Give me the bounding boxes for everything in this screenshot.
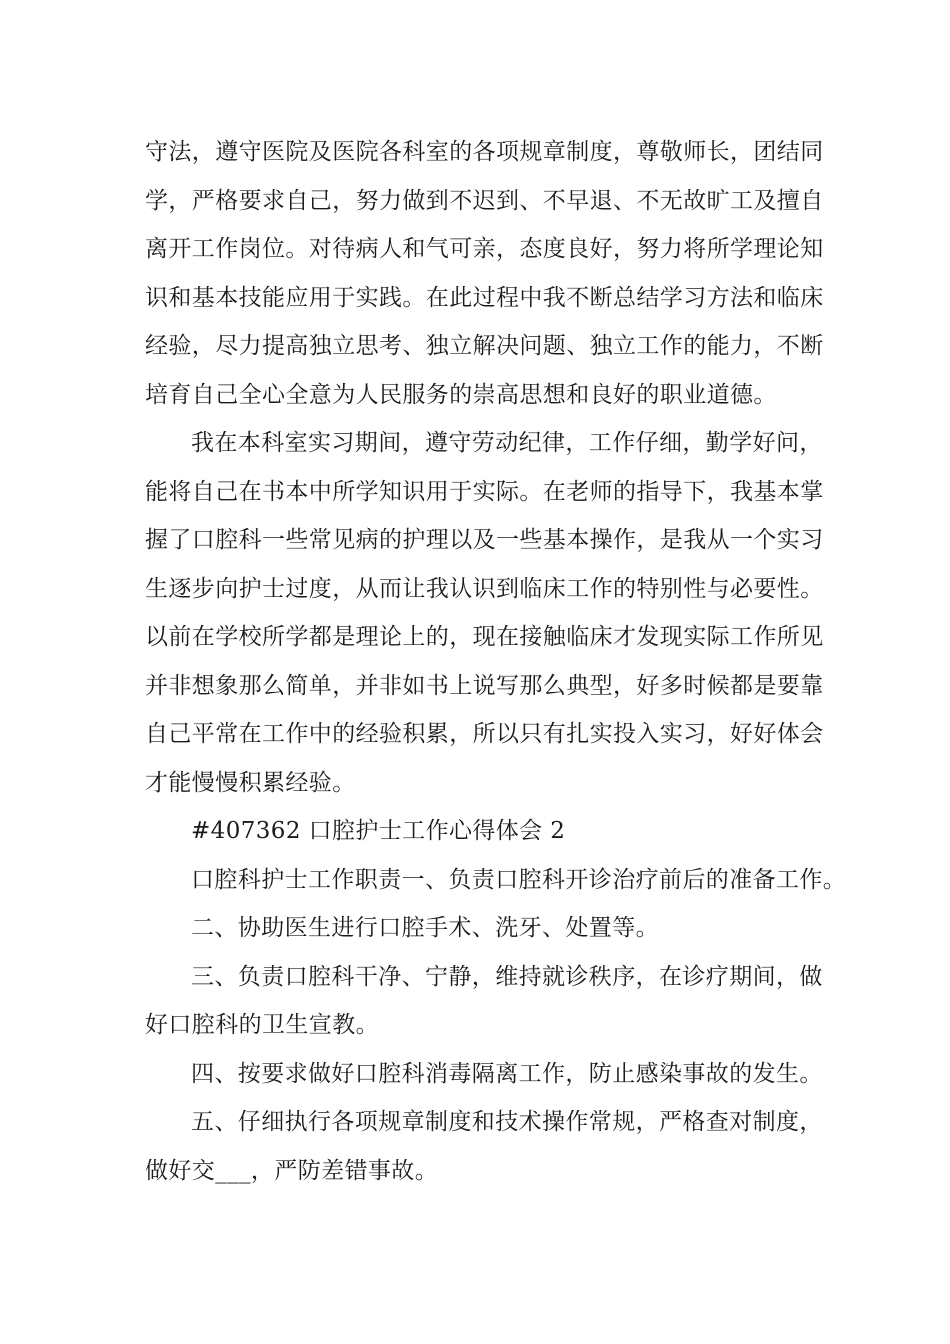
- text-line: 二、协助医生进行口腔手术、洗牙、处置等。: [191, 915, 659, 941]
- text-line: 四、按要求做好口腔科消毒隔离工作，防止感染事故的发生。: [191, 1060, 823, 1087]
- paragraph-duty-3: [145, 953, 823, 1050]
- text-line: 五、仔细执行各项规章制度和技术操作常规，严格查对制度，: [191, 1109, 823, 1135]
- paragraph-duty-4: [145, 1050, 823, 1099]
- paragraph-duty-5: [145, 1098, 823, 1195]
- text-line: 以前在学校所学都是理论上的，现在接触临床才发现实际工作所见: [145, 624, 824, 650]
- text-line: 我在本科室实习期间，遵守劳动纪律，工作仔细，勤学好问，: [191, 430, 823, 456]
- text-line: 守法，遵守医院及医院各科室的各项规章制度，尊敬师长，团结同: [145, 139, 824, 165]
- text-line: 生逐步向护士过度，从而让我认识到临床工作的特别性与必要性。: [145, 575, 824, 602]
- text-line: 学，严格要求自己，努力做到不迟到、不早退、不无故旷工及擅自: [145, 187, 824, 214]
- text-line: 自己平常在工作中的经验积累，所以只有扎实投入实习，好好体会: [145, 721, 824, 747]
- text-line: 好口腔科的卫生宣教。: [145, 1012, 379, 1038]
- text-line: 离开工作岗位。对待病人和气可亲，态度良好，努力将所学理论知: [145, 236, 824, 262]
- text-line: 并非想象那么简单，并非如书上说写那么典型，好多时候都是要靠: [145, 672, 824, 699]
- text-line: 经验，尽力提高独立思考、独立解决问题、独立工作的能力，不断: [145, 333, 824, 359]
- text-line: 能将自己在书本中所学知识用于实际。在老师的指导下，我基本掌: [145, 478, 824, 505]
- document-body: [145, 128, 847, 1195]
- paragraph-duty-2: [145, 904, 810, 953]
- text-line: 握了口腔科一些常见病的护理以及一些基本操作，是我从一个实习: [145, 527, 824, 553]
- text-line: 识和基本技能应用于实践。在此过程中我不断总结学习方法和临床: [145, 284, 824, 311]
- text-line: 三、负责口腔科干净、宁静，维持就诊秩序，在诊疗期间，做: [191, 963, 823, 990]
- section-title: #407362 口腔护士工作心得体会 2: [191, 818, 566, 844]
- paragraph-duty-1: [145, 856, 847, 905]
- text-line: 做好交___，严防差错事故。: [145, 1157, 439, 1184]
- text-line: 培育自己全心全意为人民服务的崇高思想和良好的职业道德。: [145, 381, 777, 408]
- section-heading: [145, 807, 810, 856]
- paragraph-2: [145, 419, 824, 807]
- text-line: 才能慢慢积累经验。: [145, 769, 356, 796]
- text-line: 口腔科护士工作职责一、负责口腔科开诊治疗前后的准备工作。: [191, 866, 847, 893]
- paragraph-1: [145, 128, 824, 419]
